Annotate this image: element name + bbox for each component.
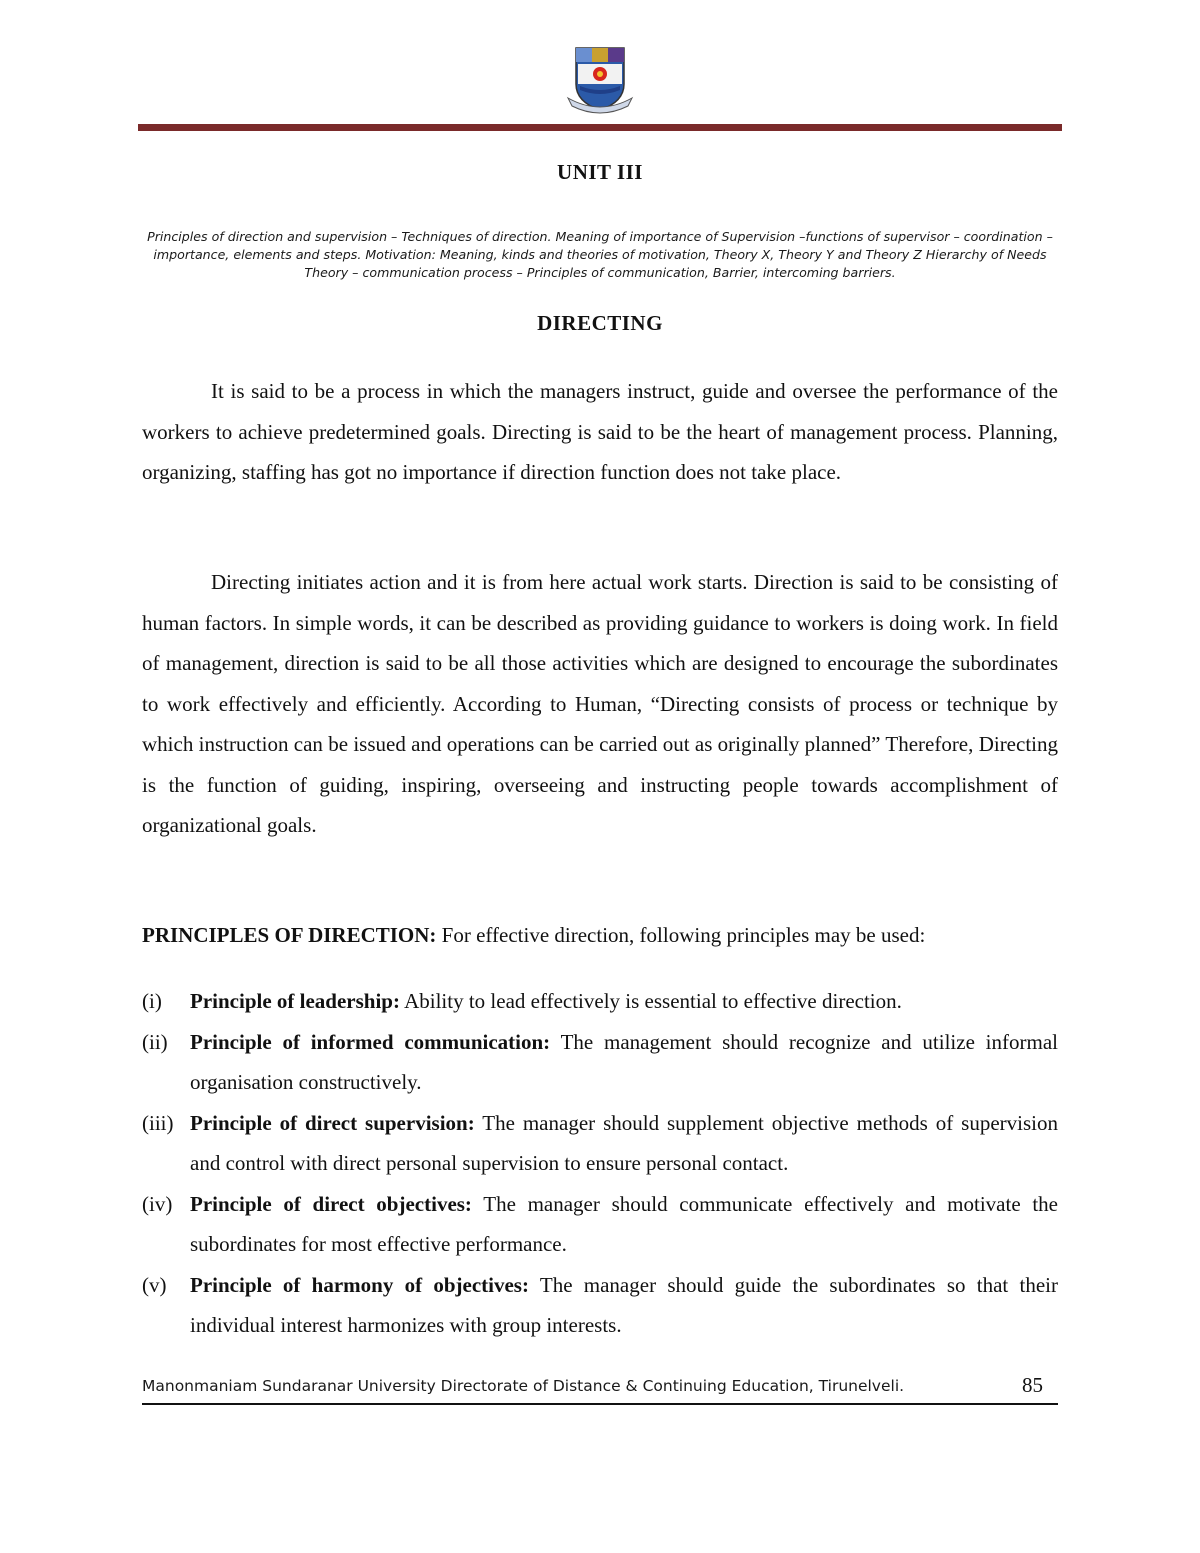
principles-heading-label: PRINCIPLES OF DIRECTION:	[142, 923, 437, 947]
syllabus-summary: Principles of direction and supervision – Techniques of direction. Meaning of importance of Supervision –functions of supervisor – coordination – importance, elements and steps. Motivation: Meaning, kinds and theories of motivation, Theory X, Theory Y and Theory Z Hierarchy of Needs Theory – communication process – Principles of communication, Barrier, intercoming barriers.	[147, 229, 1053, 280]
list-item	[142, 1022, 1058, 1103]
principle-name: Principle of direct objectives:	[190, 1191, 472, 1216]
list-item	[142, 1184, 1058, 1265]
page-number: 85	[1022, 1373, 1043, 1397]
list-item	[142, 1103, 1058, 1184]
list-item	[142, 1265, 1058, 1346]
principle-text: The management should recognize and utilize informal organisation constructively.	[190, 1029, 1058, 1094]
principle-text: Ability to lead effectively is essential to effective direction.	[399, 989, 902, 1013]
unit-title: UNIT III	[557, 160, 643, 184]
list-number: (iii)	[142, 1110, 174, 1135]
principle-text: The manager should communicate effectively and motivate the subordinates for most effective performance.	[190, 1191, 1058, 1256]
university-crest-icon	[566, 44, 634, 120]
header-rule	[138, 124, 1062, 131]
principle-name: Principle of direct supervision:	[190, 1110, 475, 1135]
section-title: DIRECTING	[537, 311, 663, 335]
paragraph-definition: It is said to be a process in which the managers instruct, guide and oversee the performance of the workers to achieve predetermined goals. Directing is said to be the heart of management process. Planning, organizing, staffing has got no importance if direction function does not take place.	[142, 379, 1058, 484]
list-number: (iv)	[142, 1191, 173, 1216]
list-item	[142, 981, 1058, 1022]
principle-text: The manager should guide the subordinates so that their individual interest harmonizes with group interests.	[190, 1272, 1058, 1337]
principles-heading	[142, 915, 1058, 955]
principle-name: Principle of harmony of objectives:	[190, 1272, 529, 1297]
footer-rule	[142, 1403, 1058, 1405]
list-number: (i)	[142, 989, 162, 1013]
principle-text: The manager should supplement objective methods of supervision and control with direct personal supervision to ensure personal contact.	[190, 1110, 1058, 1175]
principle-name: Principle of leadership:	[190, 989, 400, 1013]
paragraph-directing-initiates: Directing initiates action and it is from here actual work starts. Direction is said to be consisting of human factors. In simple words, it can be described as providing guidance to workers is doing work. In field of management, direction is said to be all those activities which are designed to encourage the subordinates to work effectively and efficiently. According to Human, “Directing consists of process or technique by which instruction can be issued and operations can be carried out as originally planned” Therefore, Directing is the function of guiding, inspiring, overseeing and instructing people towards accomplishment of organizational goals.	[142, 570, 1058, 837]
footer-institution: Manonmaniam Sundaranar University Directorate of Distance & Continuing Education, Tirunelveli.	[142, 1377, 905, 1395]
list-number: (ii)	[142, 1029, 168, 1054]
principle-name: Principle of informed communication:	[190, 1029, 551, 1054]
list-number: (v)	[142, 1272, 167, 1297]
principles-list	[142, 981, 1058, 1346]
principles-heading-text: For effective direction, following principles may be used:	[436, 923, 926, 947]
